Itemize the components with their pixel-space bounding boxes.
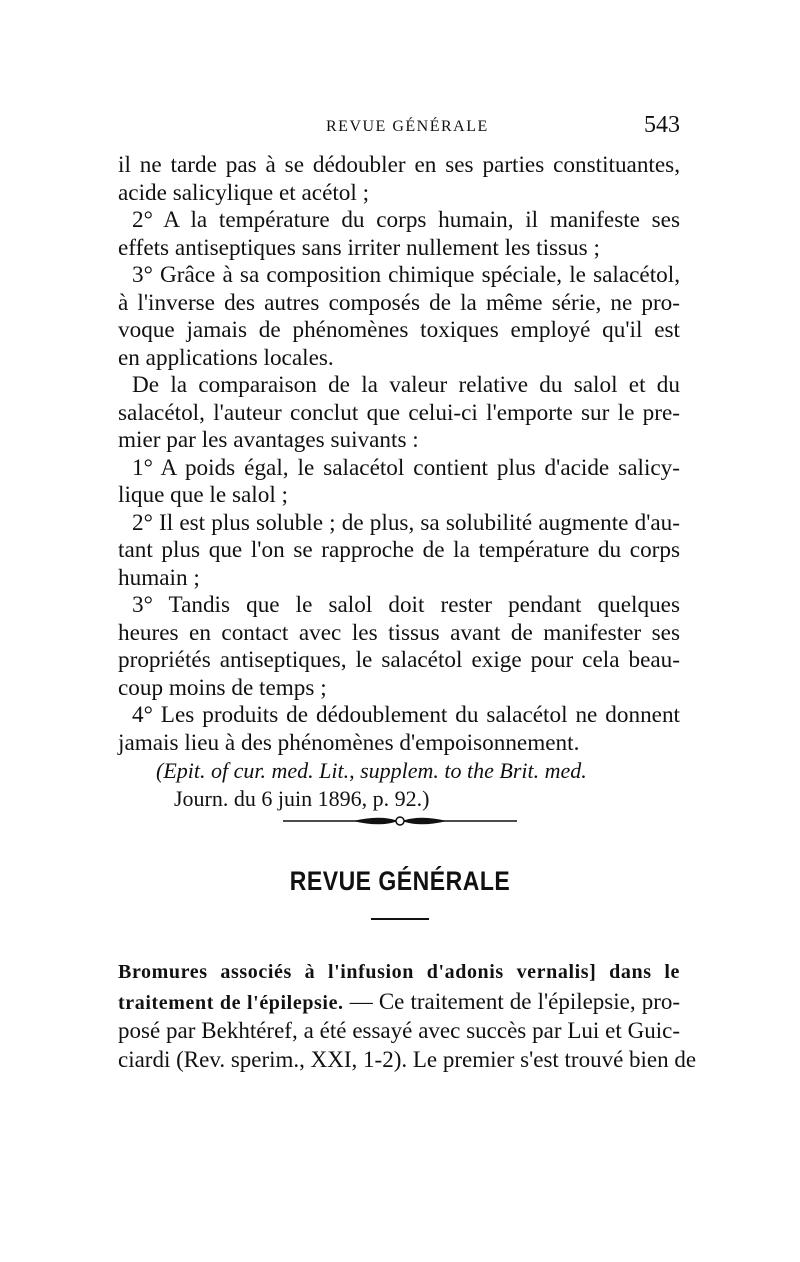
text-line: effets antiseptiques sans irriter nullement les tissus ; [118, 234, 600, 261]
citation-line-1: (Epit. of cur. med. Lit., supplem. to the Brit. med. [156, 758, 587, 783]
running-title: REVUE GÉNÉRALE [326, 118, 489, 135]
text-line: 2° Il est plus soluble ; de plus, sa solubilité augmente d'au- [132, 509, 680, 536]
article-heading: Bromures associés à l'infusion d'adonis vernalis] dans le [118, 961, 680, 983]
text-line: acide salicylique et acétol ; [118, 179, 370, 206]
text-line: lique que le salol ; [118, 482, 289, 508]
section-title: REVUE GÉNÉRALE [289, 865, 511, 896]
text-line: jamais lieu à des phénomènes d'empoisonnement. [118, 729, 580, 756]
text-line: en applications locales. [118, 344, 334, 371]
text-line: à l'inverse des autres composés de la même série, ne pro- [118, 289, 680, 316]
text-line: il ne tarde pas à se dédoubler en ses parties constituantes, [118, 152, 680, 178]
citation-line-2: Journ. du 6 juin 1896, p. 92.) [174, 785, 430, 811]
text-line: 2° A la température du corps humain, il manifeste ses [132, 207, 680, 233]
text-line: voque jamais de phénomènes toxiques employé qu'il est [118, 317, 680, 343]
running-head [118, 112, 680, 142]
text-line: 3° Grâce à sa composition chimique spéciale, le salacétol, [132, 262, 680, 288]
text-line: tant plus que l'on se rapproche de la température du corps [118, 537, 680, 563]
text-line: salacétol, l'auteur conclut que celui-ci l'emporte sur le pre- [118, 399, 680, 426]
section-rule [371, 918, 429, 920]
article-heading-end: traitement de l'épilepsie. [118, 992, 344, 1014]
citation [118, 757, 680, 812]
text-line: De la comparaison de la valeur relative du salol et du [132, 372, 680, 398]
body-text [118, 152, 680, 757]
text-line: heures en contact avec les tissus avant de manifester ses [118, 619, 680, 646]
text-line: 4° Les produits de dédoublement du salacétol ne donnent [132, 702, 680, 728]
article-line: posé par Bekhtéref, a été essayé avec succès par Lui et Guic- [118, 1018, 680, 1043]
article-line [118, 987, 680, 1016]
ornament-divider-icon [283, 808, 517, 834]
text-line: mier par les avantages suivants : [118, 427, 419, 453]
article-line: ciardi (Rev. sperim., XXI, 1-2). Le premier s'est trouvé bien de [118, 1047, 697, 1072]
article-text: — Ce traitement de l'épilepsie, pro- [343, 989, 681, 1014]
text-line: 1° A poids égal, le salacétol contient plus d'acide salicy- [132, 454, 680, 481]
text-line: humain ; [118, 564, 200, 591]
text-line: propriétés antiseptiques, le salacétol exige pour cela beau- [118, 647, 680, 673]
text-line: coup moins de temps ; [118, 674, 327, 701]
text-line: 3° Tandis que le salol doit rester pendant quelques [132, 592, 680, 618]
article [118, 958, 697, 1074]
page-number: 543 [644, 112, 680, 138]
